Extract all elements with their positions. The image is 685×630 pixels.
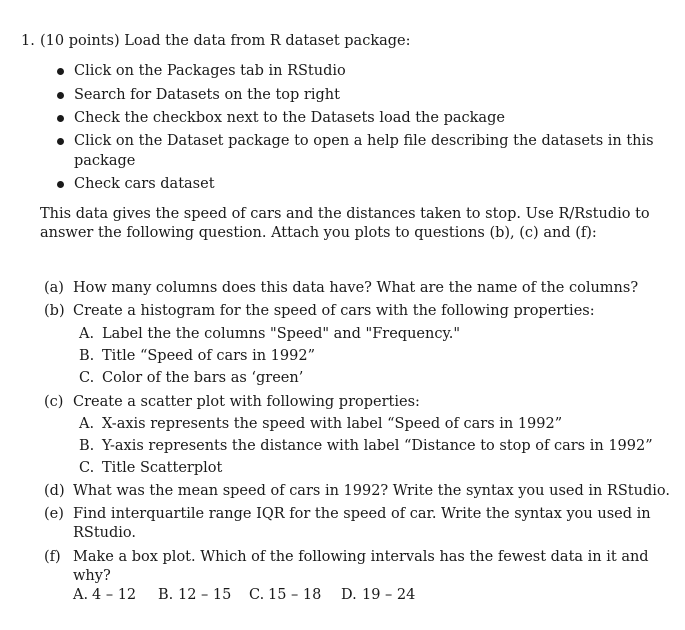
part-label: (a) [44, 280, 64, 296]
sub-item-text: Color of the bars as ‘green’ [102, 370, 304, 386]
part-label: (b) [44, 303, 65, 319]
part-label: (f) [44, 549, 61, 565]
answer-option-label: C. [249, 587, 265, 603]
bullet-item: Click on the Packages tab in RStudio [74, 63, 346, 79]
question-number: 1. [21, 33, 35, 49]
answer-option-label: B. [158, 587, 174, 603]
part-text: Create a histogram for the speed of cars with the following properties: [73, 303, 595, 319]
sub-item-label: C. [79, 460, 95, 476]
bullet-item: Check the checkbox next to the Datasets load the package [74, 110, 505, 126]
part-text: Create a scatter plot with following properties: [73, 394, 420, 410]
answer-option-text: 4 – 12 [92, 587, 137, 603]
part-label: (c) [44, 394, 64, 410]
part-text-continuation: RStudio. [73, 525, 137, 541]
bullet-dot [57, 68, 64, 75]
bullet-dot [57, 138, 64, 145]
bullet-dot [57, 181, 64, 188]
part-text-continuation: why? [73, 568, 111, 584]
answer-option-label: A. [73, 587, 89, 603]
part-text: Find interquartile range IQR for the speed of car. Write the syntax you used in [73, 506, 651, 522]
bullet-item: Check cars dataset [74, 176, 215, 192]
bullet-item: Click on the Dataset package to open a help file describing the datasets in this [74, 133, 654, 149]
intro-paragraph-continuation: answer the following question. Attach you plots to questions (b), (c) and (f): [40, 225, 597, 241]
part-text: How many columns does this data have? What are the name of the columns? [73, 280, 639, 296]
sub-item-label: A. [79, 416, 95, 432]
part-label: (d) [44, 483, 65, 499]
answer-option-text: 12 – 15 [178, 587, 232, 603]
question-heading: (10 points) Load the data from R dataset package: [40, 33, 411, 49]
part-label: (e) [44, 506, 64, 522]
intro-paragraph: This data gives the speed of cars and the distances taken to stop. Use R/Rstudio to [40, 206, 650, 222]
sub-item-label: C. [79, 370, 95, 386]
sub-item-label: A. [79, 326, 95, 342]
sub-item-text: Y-axis represents the distance with label “Distance to stop of cars in 1992” [102, 438, 653, 454]
sub-item-text: Title “Speed of cars in 1992” [102, 348, 315, 364]
bullet-dot [57, 92, 64, 99]
answer-option-label: D. [341, 587, 357, 603]
part-text: Make a box plot. Which of the following intervals has the fewest data in it and [73, 549, 649, 565]
sub-item-text: Label the the columns "Speed" and "Frequency." [102, 326, 460, 342]
bullet-dot [57, 115, 64, 122]
bullet-item-continuation: package [74, 153, 136, 169]
part-text: What was the mean speed of cars in 1992? Write the syntax you used in RStudio. [73, 483, 670, 499]
sub-item-label: B. [79, 348, 95, 364]
sub-item-text: Title Scatterplot [102, 460, 223, 476]
sub-item-text: X-axis represents the speed with label “Speed of cars in 1992” [102, 416, 563, 432]
sub-item-label: B. [79, 438, 95, 454]
answer-option-text: 19 – 24 [362, 587, 416, 603]
bullet-item: Search for Datasets on the top right [74, 87, 340, 103]
answer-option-text: 15 – 18 [268, 587, 322, 603]
